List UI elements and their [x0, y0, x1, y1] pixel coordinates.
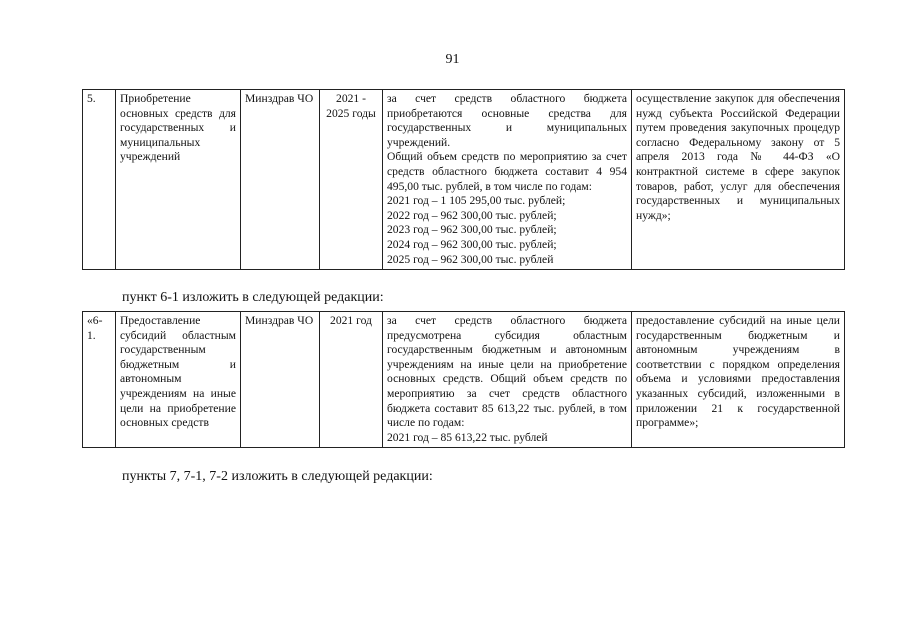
funding-year: 2021 год – 1 105 295,00 тыс. рублей;	[387, 194, 566, 208]
funding-year: 2023 год – 962 300,00 тыс. рублей;	[387, 223, 557, 237]
row-number: «6-1.	[83, 312, 116, 448]
measures-table-row-6-1	[82, 311, 845, 448]
measures-table-row-5	[82, 89, 845, 270]
row-number: 5.	[83, 90, 116, 270]
amendment-note: пункты 7, 7-1, 7-2 изложить в следующей редакции:	[122, 469, 433, 484]
table-row	[83, 312, 845, 448]
period: 2021 год	[320, 312, 383, 448]
executor: Минздрав ЧО	[241, 90, 320, 270]
funding-year: 2022 год – 962 300,00 тыс. рублей;	[387, 208, 557, 222]
executor: Минздрав ЧО	[241, 312, 320, 448]
expected-result: предоставление субсидий на иные цели государственным бюджетным и автономным учреждениям в соответствии с порядком определения объема и условиями предоставления указанных субсидий, изложенными в приложении 21 к государственной программе»;	[632, 312, 845, 448]
measure-name: Предоставление субсидий областным государственным бюджетным и автономным учреждениям на иные цели на приобретение основных средств	[116, 312, 241, 448]
funding-year: 2021 год – 85 613,22 тыс. рублей	[387, 430, 548, 444]
funding-cell	[383, 90, 632, 270]
expected-result: осуществление закупок для обеспечения нужд субъекта Российской Федерации путем проведения закупочных процедур согласно Федеральному закону от 5 апреля 2013 года № 44-ФЗ «О контрактной системе в сфере закупок товаров, работ, услуг для обеспечения государственных и муниципальных нужд»;	[632, 90, 845, 270]
funding-year: 2025 год – 962 300,00 тыс. рублей	[387, 252, 554, 266]
amendment-note: пункт 6-1 изложить в следующей редакции:	[122, 290, 384, 305]
funding-cell	[383, 312, 632, 448]
measure-name: Приобретение основных средств для государственных и муниципальных учреждений	[116, 90, 241, 270]
funding-total: Общий объем средств по мероприятию за счет средств областного бюджета составит 4 954 495,00 тыс. рублей, в том числе по годам:	[387, 150, 627, 193]
funding-text: за счет средств областного бюджета приобретаются основные средства для государственных и муниципальных учреждений.	[387, 92, 627, 149]
table-row	[83, 90, 845, 270]
page-number: 91	[445, 52, 460, 67]
funding-year: 2024 год – 962 300,00 тыс. рублей;	[387, 237, 557, 251]
period: 2021 - 2025 годы	[320, 90, 383, 270]
funding-text: за счет средств областного бюджета предусмотрена субсидия областным государственным бюджетным и автономным учреждениям на иные цели на приобретение основных средств. Общий объем средств по мероприятию за счет средств областного бюджета составит 85 613,22 тыс. рублей, в том числе по годам:	[387, 314, 627, 430]
